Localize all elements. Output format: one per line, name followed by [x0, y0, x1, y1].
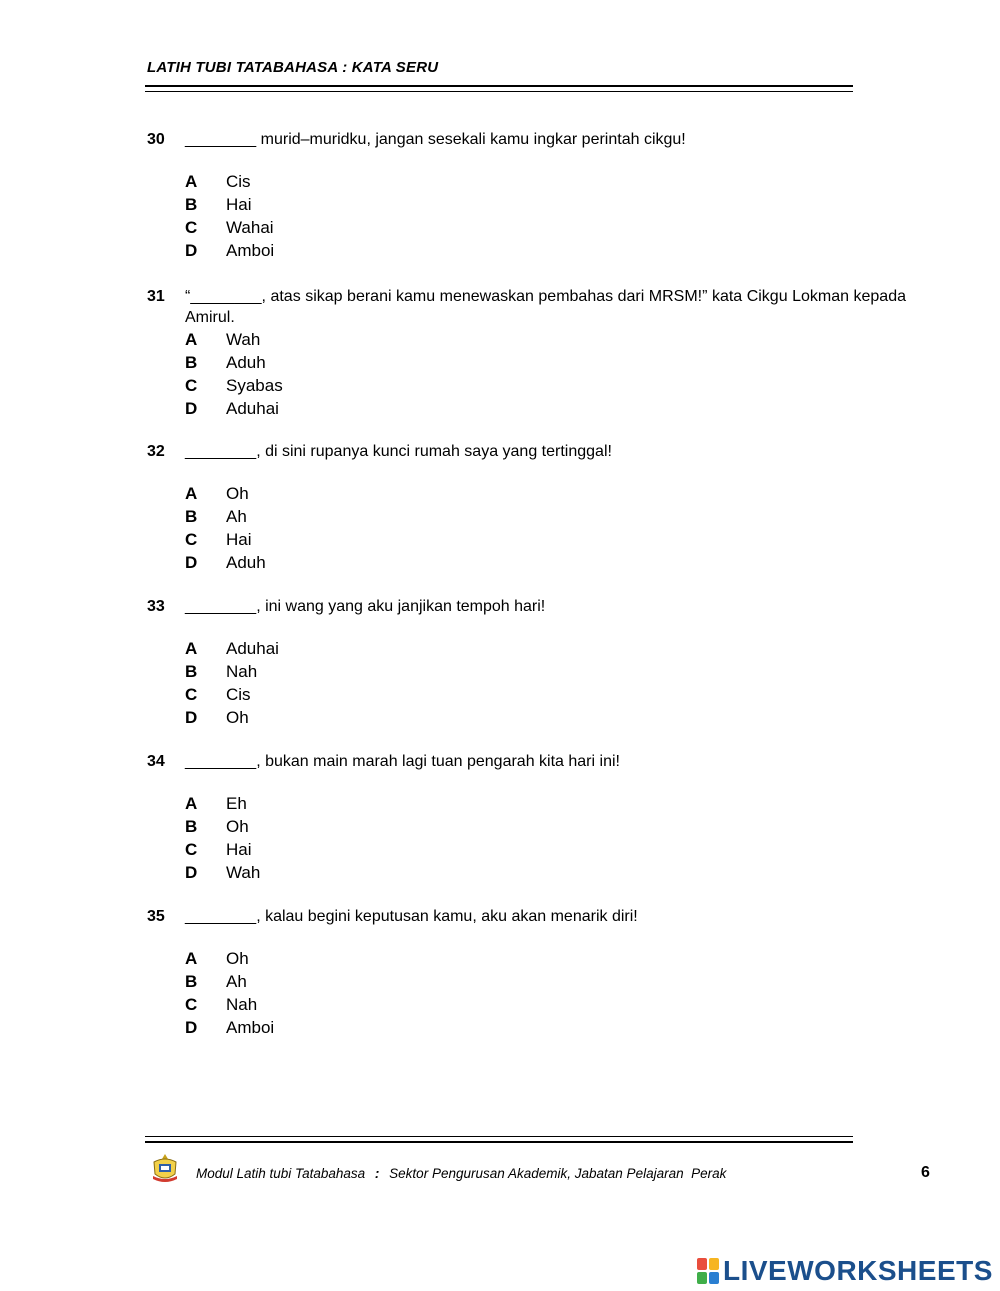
answer-option-b[interactable] [185, 815, 907, 838]
answer-options [147, 637, 907, 729]
answer-option-c[interactable] [185, 528, 907, 551]
header-rule-thin [145, 91, 853, 92]
option-text: Hai [226, 195, 252, 214]
option-text: Nah [226, 662, 258, 681]
option-text: Aduhai [226, 399, 279, 418]
option-text: Wahai [226, 218, 274, 237]
footer-rule-thick [145, 1141, 853, 1143]
answer-option-b[interactable] [185, 351, 907, 374]
liveworksheets-logo-icon [697, 1258, 719, 1284]
question-30 [147, 129, 907, 262]
question-number: 34 [147, 753, 165, 770]
option-text: Eh [226, 794, 247, 813]
question-text: ________, ini wang yang aku janjikan tempoh hari! [185, 598, 546, 615]
answer-option-d[interactable] [185, 239, 907, 262]
option-text: Cis [226, 685, 251, 704]
option-letter: B [185, 353, 198, 372]
question-stem [147, 906, 907, 927]
question-number: 35 [147, 908, 165, 925]
question-32 [147, 441, 907, 574]
page-header-title: LATIH TUBI TATABAHASA : KATA SERU [147, 59, 439, 76]
option-letter: C [185, 376, 198, 395]
option-letter: B [185, 817, 198, 836]
option-letter: A [185, 330, 198, 349]
footer-separator: : [374, 1166, 380, 1181]
option-text: Amboi [226, 241, 275, 260]
option-letter: A [185, 172, 198, 191]
answer-options [147, 792, 907, 884]
answer-option-c[interactable] [185, 993, 907, 1016]
answer-option-b[interactable] [185, 505, 907, 528]
option-text: Oh [226, 949, 249, 968]
answer-option-c[interactable] [185, 838, 907, 861]
liveworksheets-brand-text: LIVEWORKSHEETS [723, 1255, 993, 1286]
answer-options [147, 482, 907, 574]
option-text: Oh [226, 708, 249, 727]
answer-options [147, 947, 907, 1039]
option-letter: D [185, 241, 198, 260]
option-letter: D [185, 863, 198, 882]
option-letter: D [185, 708, 198, 727]
answer-option-d[interactable] [185, 551, 907, 574]
option-letter: C [185, 995, 198, 1014]
answer-option-c[interactable] [185, 374, 907, 397]
option-text: Hai [226, 530, 252, 549]
option-letter: C [185, 218, 198, 237]
question-text: “________, atas sikap berani kamu menewaskan pembahas dari MRSM!” kata Cikgu Lokman kepada Amirul. [185, 288, 906, 326]
option-letter: C [185, 530, 198, 549]
footer-rule [145, 1136, 853, 1137]
answer-option-d[interactable] [185, 706, 907, 729]
option-letter: D [185, 553, 198, 572]
answer-option-a[interactable] [185, 482, 907, 505]
answer-options [147, 170, 907, 262]
footer-text [196, 1166, 726, 1181]
question-text: ________, kalau begini keputusan kamu, aku akan menarik diri! [185, 908, 638, 925]
option-text: Hai [226, 840, 252, 859]
answer-option-b[interactable] [185, 193, 907, 216]
option-letter: C [185, 685, 198, 704]
question-stem [147, 129, 907, 150]
answer-option-c[interactable] [185, 216, 907, 239]
question-number: 33 [147, 598, 165, 615]
answer-option-a[interactable] [185, 170, 907, 193]
option-text: Oh [226, 484, 249, 503]
option-text: Cis [226, 172, 251, 191]
option-letter: B [185, 507, 198, 526]
option-letter: D [185, 399, 198, 418]
question-text: ________, bukan main marah lagi tuan pengarah kita hari ini! [185, 753, 620, 770]
option-letter: A [185, 794, 198, 813]
option-text: Amboi [226, 1018, 275, 1037]
option-text: Ah [226, 972, 247, 991]
option-letter: B [185, 195, 198, 214]
question-stem [147, 441, 907, 462]
question-31 [147, 286, 907, 420]
question-text: ________ murid–muridku, jangan sesekali kamu ingkar perintah cikgu! [185, 131, 686, 148]
question-number: 31 [147, 288, 165, 305]
liveworksheets-watermark[interactable] [697, 1255, 993, 1287]
option-text: Ah [226, 507, 247, 526]
footer-module: Modul Latih tubi Tatabahasa [196, 1166, 366, 1181]
option-letter: A [185, 639, 198, 658]
option-letter: C [185, 840, 198, 859]
option-letter: D [185, 1018, 198, 1037]
question-stem [147, 596, 907, 617]
question-33 [147, 596, 907, 729]
option-text: Wah [226, 330, 261, 349]
question-stem [147, 751, 907, 772]
option-text: Aduh [226, 553, 266, 572]
option-letter: B [185, 972, 198, 991]
question-34 [147, 751, 907, 884]
question-35 [147, 906, 907, 1039]
answer-option-a[interactable] [185, 328, 907, 351]
option-letter: B [185, 662, 198, 681]
answer-option-b[interactable] [185, 970, 907, 993]
page-number: 6 [921, 1164, 930, 1181]
answer-option-a[interactable] [185, 792, 907, 815]
answer-option-d[interactable] [185, 397, 907, 420]
question-number: 32 [147, 443, 165, 460]
answer-option-d[interactable] [185, 1016, 907, 1039]
answer-options [147, 328, 907, 420]
answer-option-c[interactable] [185, 683, 907, 706]
question-number: 30 [147, 131, 165, 148]
option-text: Wah [226, 863, 261, 882]
option-text: Syabas [226, 376, 283, 395]
answer-option-b[interactable] [185, 660, 907, 683]
option-text: Nah [226, 995, 258, 1014]
option-text: Oh [226, 817, 249, 836]
answer-option-a[interactable] [185, 637, 907, 660]
question-stem [147, 286, 907, 328]
answer-option-d[interactable] [185, 861, 907, 884]
header-rule [145, 85, 853, 87]
option-text: Aduhai [226, 639, 279, 658]
state-crest-icon [150, 1152, 180, 1184]
footer-sector: Sektor Pengurusan Akademik, Jabatan Pelajaran Perak [389, 1166, 727, 1181]
answer-option-a[interactable] [185, 947, 907, 970]
option-letter: A [185, 949, 198, 968]
option-letter: A [185, 484, 198, 503]
option-text: Aduh [226, 353, 266, 372]
question-text: ________, di sini rupanya kunci rumah saya yang tertinggal! [185, 443, 612, 460]
